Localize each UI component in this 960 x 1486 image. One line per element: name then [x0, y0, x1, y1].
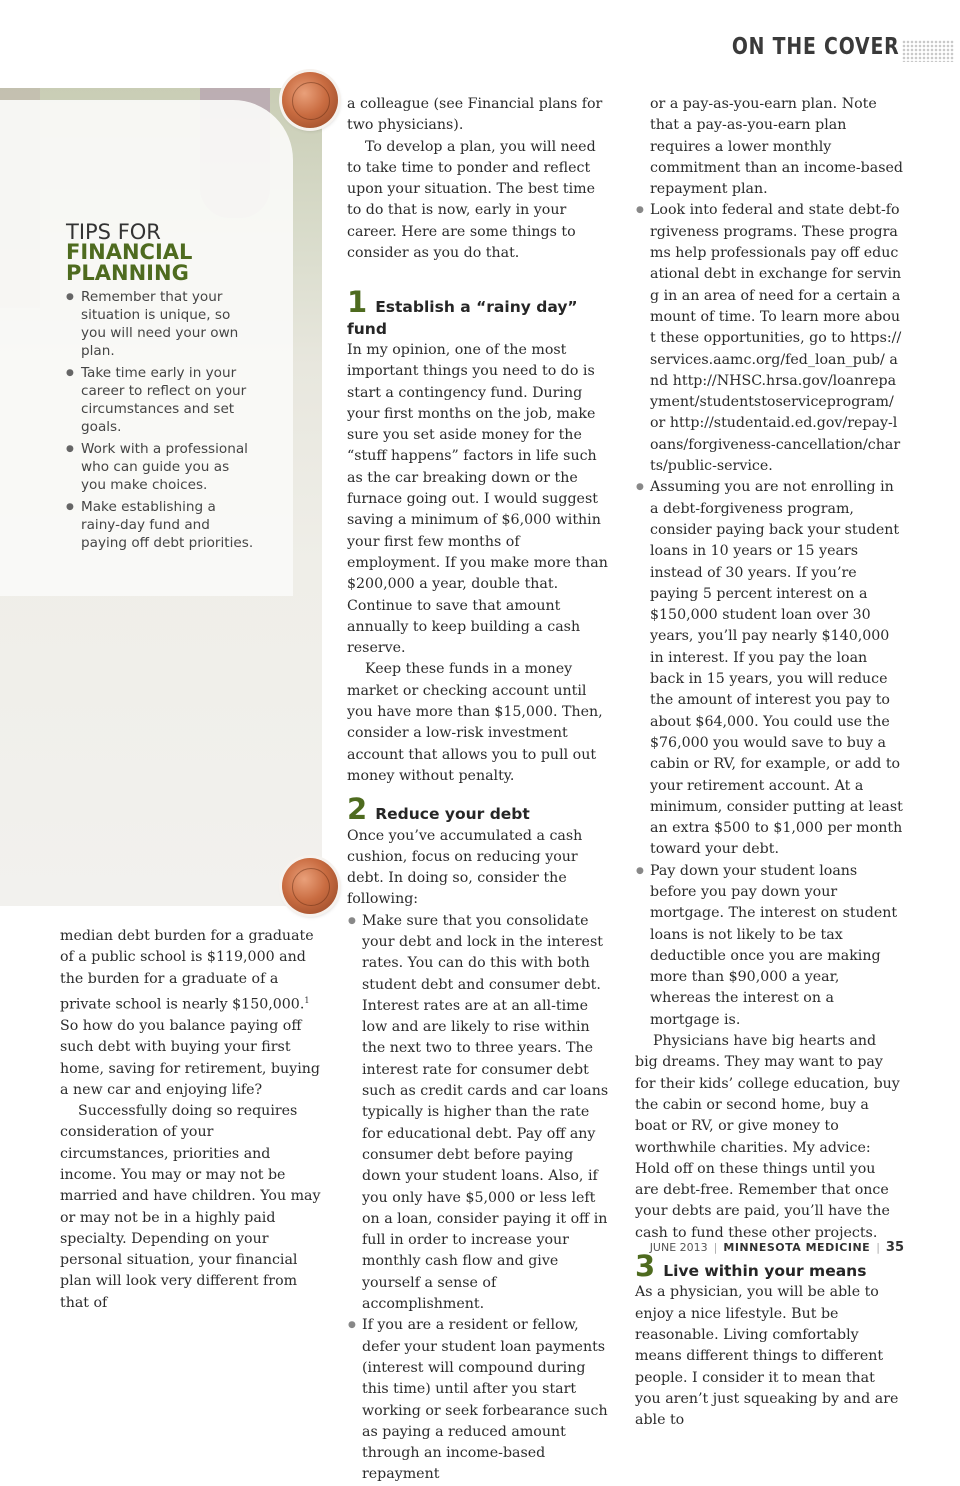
dot-pattern: [902, 40, 954, 62]
page-number: 35: [885, 1240, 904, 1255]
page-footer: JUNE 2013 | MINNESOTA MEDICINE | 35: [649, 1240, 904, 1255]
paragraph: In my opinion, one of the most important things you need to do is start a contingency fund. During your first months on the job, make sure you set aside money for the “stuff happens” factors in life such as the car breaking down or the furnace going out. I would suggest saving a minimum of $6,000 within your first few months of employment. If you make more than $200,000 a year, double that. Continue to save that amount annually to keep building a cash reserve.: [347, 341, 608, 657]
paragraph: Keep these funds in a money market or checking account until you have more than $15,000. Then, consider a low-risk investment account that allows you to pull out money without penalty.: [347, 661, 603, 784]
column-3: [635, 94, 903, 1431]
publication-name: MINNESOTA MEDICINE: [723, 1241, 871, 1254]
paragraph: Once you’ve accumulated a cash cushion, focus on reducing your debt. In doing so, consider the following:: [347, 827, 583, 908]
list-item: ● Assuming you are not enrolling in a debt-forgiveness program, consider paying back your student loans in 10 years or 15 years instead of 30 years. If you’re paying 5 percent interest on a $150,000 student loan over 30 years, you’ll pay nearly $140,000 in interest. If you pay the loan back in 15 years, you will reduce the amount of interest you pay to about $64,000. You could use the $76,000 you would save to buy a cabin or RV, for example, or add to your retirement account. At a minimum, consider putting at least an extra $500 to $1,000 per month toward your debt.: [635, 477, 903, 860]
penny-icon: [282, 72, 338, 128]
list-item: ● Look into federal and state debt-forgiveness programs. These programs help professionals pay off educational debt in exchange for serving in an area of need for a certain amount of time. To learn more about these opportunities, go to https://services.aamc.org/fed_loan_pub/ and http://NHSC.hrsa.gov/loanrepayment/studentstoserviceprogram/ or http://studentaid.ed.gov/repay-loans/forgiveness-cancellation/charts/public-service.: [635, 200, 903, 477]
paragraph: Successfully doing so requires consideration of your circumstances, priorities and income. You may or may not be married and have children. You may or may not be in a highly paid specialty. Depending on your personal situation, your financial plan will look very different from that of: [60, 1103, 321, 1311]
tip-item: ● Take time early in your career to reflect on your circumstances and set goals.: [66, 364, 256, 436]
list-item: ● If you are a resident or fellow, defer your student loan payments (interest will compound during this time) until after you start working or seek forbearance such as paying a reduced amount through an income-based repayment: [347, 1315, 613, 1485]
penny-icon: [282, 858, 338, 914]
heading-3: 3 Live within your means: [635, 1249, 867, 1284]
section-label: ON THE COVER: [732, 34, 900, 60]
list-item: ● Pay down your student loans before you pay down your mortgage. The interest on student loans is not likely to be tax deductible once you are making more than $90,000 a year, whereas the interest on a mortgage is.: [635, 861, 903, 1031]
paragraph: a colleague (see Financial plans for two physicians).: [347, 96, 603, 134]
tips-list: [66, 288, 256, 556]
tip-item: ● Remember that your situation is unique, so you will need your own plan.: [66, 288, 256, 360]
heading-2: 2 Reduce your debt: [347, 792, 530, 827]
tip-item: ● Make establishing a rainy-day fund and paying off debt priorities.: [66, 498, 256, 552]
tips-title: TIPS FOR: [66, 220, 161, 244]
paragraph: To develop a plan, you will need to take time to ponder and reflect upon your situation. The best time to do that is now, early in your career. Here are some things to consider as you do that.: [347, 138, 596, 262]
paragraph: median debt burden for a graduate of a public school is $119,000 and the burden for a graduate of a private school is nearly $150,000.$^1$ So how do you balance paying off such debt with buying your first home, saving for retirement, buying a new car and enjoying life?: [60, 928, 320, 1098]
bullet-list: [347, 911, 613, 1486]
issue-date: JUNE 2013: [649, 1241, 708, 1254]
column-1: [60, 926, 322, 1314]
heading-1: 1 Establish a “rainy day” fund: [347, 285, 578, 338]
column-2: [347, 94, 613, 1486]
paragraph: Physicians have big hearts and big dreams. They may want to pay for their kids’ college education, buy the cabin or second home, buy a boat or RV, or give money to worthwhile charities. My advice: Hold off on these things until you are debt-free. Remember that once your debts are paid, you’ll have the cash to fund these other projects.: [635, 1033, 900, 1241]
list-item: ● Make sure that you consolidate your debt and lock in the interest rates. You can do this with both student debt and consumer debt. Interest rates are at an all-time low and are likely to rise within the next two to three years. The interest rate for consumer debt such as credit cards and car loans typically is higher than the rate for educational debt. Pay off any consumer debt before paying down your student loans. Also, if you only have $5,000 or less left on a loan, consider paying it off in full in order to increase your monthly cash flow and give yourself a sense of accomplishment.: [347, 911, 613, 1316]
bullet-list: [635, 200, 903, 1031]
tips-subtitle: FINANCIAL PLANNING: [66, 240, 193, 285]
tip-item: ● Work with a professional who can guide you as you make choices.: [66, 440, 256, 494]
paragraph: or a pay-as-you-earn plan. Note that a pay-as-you-earn plan requires a lower monthly commitment than an income-based repayment plan.: [650, 96, 903, 198]
paragraph: As a physician, you will be able to enjoy a nice lifestyle. But be reasonable. Living comfortably means different things to different people. I consider it to mean that you aren’t just squeaking by and are able to: [635, 1284, 899, 1429]
